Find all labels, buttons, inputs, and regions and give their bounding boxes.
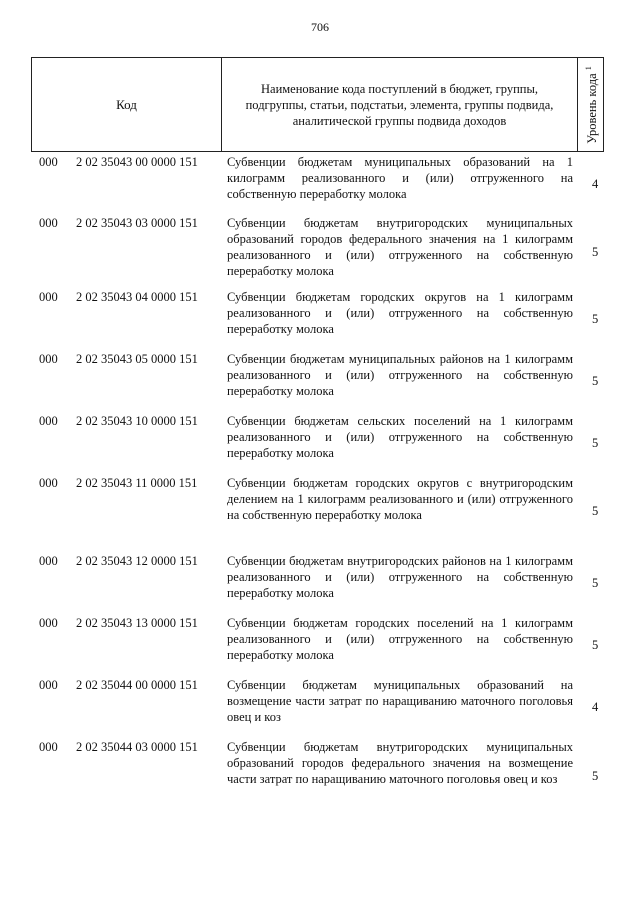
income-name: Субвенции бюджетам городских поселений на 1 килограмм реализованного и (или) отгруженного на собственную переработку молока — [227, 616, 573, 662]
income-name: Субвенции бюджетам муниципальных образований на 1 килограмм реализованного и (или) отгруженного на собственную переработку молока — [227, 155, 573, 201]
admin-code: 000 — [39, 290, 58, 304]
code-level: 5 — [592, 576, 599, 590]
code-level: 5 — [592, 245, 599, 259]
code-level: 4 — [592, 700, 599, 714]
code-level: 5 — [592, 638, 599, 652]
table-row — [31, 553, 604, 611]
code-level: 4 — [592, 177, 599, 191]
table-row — [31, 215, 604, 289]
income-code: 2 02 35043 04 0000 151 — [76, 290, 198, 304]
table-header — [31, 57, 604, 152]
admin-code: 000 — [39, 352, 58, 366]
table-row — [31, 289, 604, 347]
header-level-label: Уровень кода $^1$ — [583, 65, 599, 144]
income-name: Субвенции бюджетам сельских поселений на 1 килограмм реализованного и (или) отгруженного на собственную переработку молока — [227, 414, 573, 460]
income-name: Субвенции бюджетам муниципальных образований на возмещение части затрат по наращиванию маточного поголовья овец и коз — [227, 678, 573, 724]
income-code: 2 02 35043 00 0000 151 — [76, 155, 198, 169]
table-row — [31, 154, 604, 210]
admin-code: 000 — [39, 554, 58, 568]
code-level: 5 — [592, 504, 599, 518]
page-number: 706 — [311, 20, 329, 34]
header-level — [578, 58, 605, 151]
code-level: 5 — [592, 312, 599, 326]
admin-code: 000 — [39, 616, 58, 630]
table-row — [31, 739, 604, 813]
code-level: 5 — [592, 436, 599, 450]
table-body — [31, 154, 604, 786]
code-level: 5 — [592, 374, 599, 388]
footnote-marker: 1 — [583, 65, 593, 70]
income-code: 2 02 35043 13 0000 151 — [76, 616, 198, 630]
table-row — [31, 677, 604, 735]
admin-code: 000 — [39, 476, 58, 490]
header-code: Код — [32, 58, 222, 151]
table-row — [31, 475, 604, 551]
income-name: Субвенции бюджетам внутригородских муниципальных образований городов федерального значения на возмещение части затрат по наращиванию маточного поголовья овец и коз — [227, 740, 573, 786]
header-name: Наименование кода поступлений в бюджет, группы, подгруппы, статьи, подстатьи, элемента, группы подвида, аналитической группы подвида доходов — [222, 58, 578, 151]
income-name: Субвенции бюджетам городских округов с внутригородским делением на 1 килограмм реализованного и (или) отгруженного на собственную переработку молока — [227, 476, 573, 522]
admin-code: 000 — [39, 155, 58, 169]
income-name: Субвенции бюджетам городских округов на 1 килограмм реализованного и (или) отгруженного на собственную переработку молока — [227, 290, 573, 336]
income-code: 2 02 35044 03 0000 151 — [76, 740, 198, 754]
income-code: 2 02 35043 12 0000 151 — [76, 554, 198, 568]
income-code: 2 02 35043 03 0000 151 — [76, 216, 198, 230]
admin-code: 000 — [39, 678, 58, 692]
income-code: 2 02 35043 11 0000 151 — [76, 476, 198, 490]
code-level: 5 — [592, 769, 599, 783]
income-code: 2 02 35043 05 0000 151 — [76, 352, 198, 366]
income-code: 2 02 35044 00 0000 151 — [76, 678, 198, 692]
income-name: Субвенции бюджетам муниципальных районов на 1 килограмм реализованного и (или) отгруженного на собственную переработку молока — [227, 352, 573, 398]
table-row — [31, 615, 604, 673]
table-row — [31, 413, 604, 471]
table-row — [31, 351, 604, 409]
admin-code: 000 — [39, 414, 58, 428]
admin-code: 000 — [39, 740, 58, 754]
income-name: Субвенции бюджетам внутригородских районов на 1 килограмм реализованного и (или) отгруженного на собственную переработку молока — [227, 554, 573, 600]
income-name: Субвенции бюджетам внутригородских муниципальных образований городов федерального значения на 1 килограмм реализованного и (или) отгруженного на собственную переработку молока — [227, 216, 573, 278]
admin-code: 000 — [39, 216, 58, 230]
income-code: 2 02 35043 10 0000 151 — [76, 414, 198, 428]
